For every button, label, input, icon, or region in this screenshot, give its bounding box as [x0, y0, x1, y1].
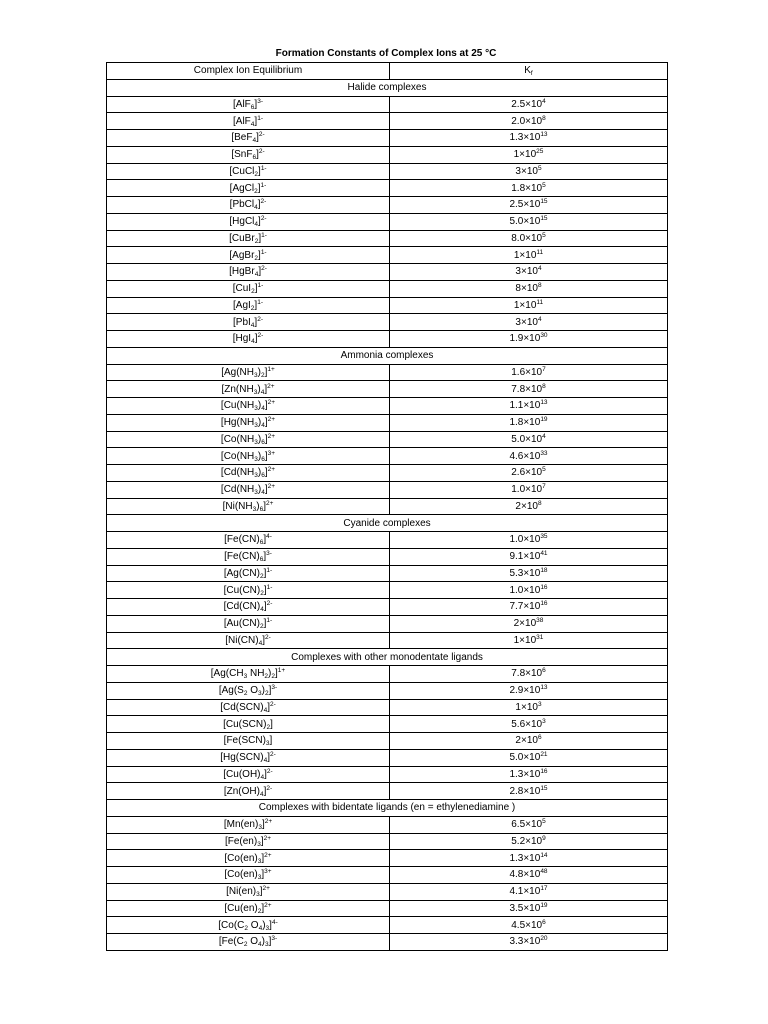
kf-value-cell: $1\times 10^{31}$: [390, 632, 668, 649]
header-kf: [390, 63, 668, 80]
complex-ion-cell: [HgCl$_4$]$^{2-}$: [107, 213, 390, 230]
table-row: [107, 364, 668, 381]
kf-value-cell: $7.7\times 10^{16}$: [390, 599, 668, 616]
table-row: [107, 414, 668, 431]
complex-ion-cell: [$Ag(CH_3$ $NH_2)_2]^{1+}$: [107, 666, 390, 683]
table-row: [107, 749, 668, 766]
complex-ion-cell: $[Co(NH_3)_6]^{2+}$: [107, 431, 390, 448]
kf-value-cell: $3.5\times 10^{19}$: [390, 900, 668, 917]
kf-value-cell: $1.0\times 10^{35}$: [390, 532, 668, 549]
kf-value-cell: $3\times 10^5$: [390, 163, 668, 180]
header-kf-sub: f: [530, 70, 533, 78]
table-body: [107, 63, 668, 951]
complex-ion-cell: $[Fe(SCN)_3]$: [107, 733, 390, 750]
kf-value-cell: $1.8\times 10^5$: [390, 180, 668, 197]
kf-value-cell: $7.8\times 10^6$: [390, 666, 668, 683]
section-heading-row: [107, 515, 668, 532]
table-row: [107, 398, 668, 415]
kf-value-cell: $2.9\times 10^{13}$: [390, 682, 668, 699]
table-row: [107, 816, 668, 833]
complex-ion-cell: $[AlF_4]^{1-}$: [107, 113, 390, 130]
table-row: [107, 230, 668, 247]
complex-ion-cell: $[Co(en)_3]^{3+}$: [107, 867, 390, 884]
complex-ion-cell: $[Ni(NH_3)_6]^{2+}$: [107, 498, 390, 515]
kf-value-cell: $2.6\times 10^5$: [390, 465, 668, 482]
section-heading: Halide complexes: [107, 79, 668, 96]
table-row: [107, 448, 668, 465]
table-row: [107, 548, 668, 565]
complex-ion-cell: $[Ni(CN)_4]^{2-}$: [107, 632, 390, 649]
table-row: [107, 833, 668, 850]
section-heading: Complexes with bidentate ligands (en = ethylenediamine ): [107, 800, 668, 817]
table-row: [107, 96, 668, 113]
header-row: [107, 63, 668, 80]
kf-value-cell: $1.0\times 10^7$: [390, 481, 668, 498]
table-row: [107, 582, 668, 599]
kf-value-cell: $2.8\times 10^{15}$: [390, 783, 668, 800]
table-row: [107, 498, 668, 515]
table-row: [107, 213, 668, 230]
complex-ion-cell: $[Hg(SCN)_4]^{2-}$: [107, 749, 390, 766]
kf-value-cell: $5.2\times 10^9$: [390, 833, 668, 850]
complex-ion-cell: $[Fe(CN)_6]^{3-}$: [107, 548, 390, 565]
complex-ion-cell: [$Ag(S_2$ $O_3)_2]^{3-}$: [107, 682, 390, 699]
kf-value-cell: $5.6\times 10^3$: [390, 716, 668, 733]
table-row: [107, 599, 668, 616]
complex-ion-cell: $[Ag(NH_3)_2]^{1+}$: [107, 364, 390, 381]
table-row: [107, 783, 668, 800]
table-row: [107, 297, 668, 314]
section-heading-row: [107, 347, 668, 364]
table-row: [107, 180, 668, 197]
complex-ion-cell: $[Cu(en)_2]^{2+}$: [107, 900, 390, 917]
kf-value-cell: $1.9\times 10^{30}$: [390, 331, 668, 348]
page-title: Formation Constants of Complex Ions at 25 °C: [275, 48, 497, 59]
complex-ion-cell: [CuCl$_2$]$^{1-}$: [107, 163, 390, 180]
kf-value-cell: $1.3\times 10^{16}$: [390, 766, 668, 783]
table-row: [107, 934, 668, 951]
kf-value-cell: $8\times 10^8$: [390, 280, 668, 297]
kf-value-cell: $1\times 10^{11}$: [390, 247, 668, 264]
table-row: [107, 163, 668, 180]
table-row: [107, 716, 668, 733]
kf-value-cell: $3.3\times 10^{20}$: [390, 934, 668, 951]
kf-value-cell: $8.0\times 10^5$: [390, 230, 668, 247]
kf-value-cell: $2\times 10^8$: [390, 498, 668, 515]
table-row: [107, 247, 668, 264]
kf-value-cell: $5.0\times 10^{15}$: [390, 213, 668, 230]
section-heading: Complexes with other monodentate ligands: [107, 649, 668, 666]
table-row: [107, 733, 668, 750]
kf-value-cell: $1\times 10^{25}$: [390, 146, 668, 163]
complex-ion-cell: $[Hg(NH_3)_4]^{2+}$: [107, 414, 390, 431]
kf-value-cell: $2.5\times 10^{15}$: [390, 197, 668, 214]
table-row: [107, 682, 668, 699]
formation-constants-table: [106, 62, 668, 951]
table-row: [107, 666, 668, 683]
section-heading: Cyanide complexes: [107, 515, 668, 532]
complex-ion-cell: $[Cu(SCN)_2]$: [107, 716, 390, 733]
complex-ion-cell: $[Fe(CN)_6]^{4-}$: [107, 532, 390, 549]
table-row: [107, 331, 668, 348]
table-row: [107, 381, 668, 398]
complex-ion-cell: $[HgI_4]^{2-}$: [107, 331, 390, 348]
kf-value-cell: $4.5\times 10^6$: [390, 917, 668, 934]
complex-ion-cell: $[PbI_4]^{2-}$: [107, 314, 390, 331]
complex-ion-cell: $[Co(NH_3)_6]^{3+}$: [107, 448, 390, 465]
kf-value-cell: $1.3\times 10^{14}$: [390, 850, 668, 867]
kf-value-cell: $5.3\times 10^{18}$: [390, 565, 668, 582]
kf-value-cell: $4.6\times 10^{33}$: [390, 448, 668, 465]
complex-ion-cell: [CuBr$_2$]$^{1-}$: [107, 230, 390, 247]
complex-ion-cell: $[Cu(NH_3)_4]^{2+}$: [107, 398, 390, 415]
kf-value-cell: $1.3\times 10^{13}$: [390, 130, 668, 147]
kf-value-cell: $2.5\times 10^4$: [390, 96, 668, 113]
table-row: [107, 900, 668, 917]
table-row: [107, 465, 668, 482]
complex-ion-cell: [AgBr$_2$]$^{1-}$: [107, 247, 390, 264]
kf-value-cell: $7.8\times 10^8$: [390, 381, 668, 398]
kf-value-cell: $1.6\times 10^7$: [390, 364, 668, 381]
kf-value-cell: $9.1\times 10^{41}$: [390, 548, 668, 565]
complex-ion-cell: $[AgI_2]^{1-}$: [107, 297, 390, 314]
header-kf-label: K: [524, 65, 531, 77]
complex-ion-cell: $[Cd(NH_3)_6]^{2+}$: [107, 465, 390, 482]
header-complex-ion: Complex Ion Equilibrium: [107, 63, 390, 80]
table-row: [107, 565, 668, 582]
section-heading: Ammonia complexes: [107, 347, 668, 364]
section-heading-row: [107, 79, 668, 96]
kf-value-cell: $3\times 10^4$: [390, 314, 668, 331]
complex-ion-cell: $[Mn(en)_3]^{2+}$: [107, 816, 390, 833]
kf-value-cell: $5.0\times 10^4$: [390, 431, 668, 448]
table-row: [107, 850, 668, 867]
complex-ion-cell: $[Cd(SCN)_4]^{2-}$: [107, 699, 390, 716]
table-row: [107, 615, 668, 632]
kf-value-cell: $2\times 10^{38}$: [390, 615, 668, 632]
table-row: [107, 113, 668, 130]
kf-value-cell: $1\times 10^{11}$: [390, 297, 668, 314]
complex-ion-cell: [$Fe(C_2$ $O_4)_3]^{3-}$: [107, 934, 390, 951]
kf-value-cell: $4.1\times 10^{17}$: [390, 883, 668, 900]
table-row: [107, 883, 668, 900]
table-row: [107, 130, 668, 147]
complex-ion-cell: [PbCl$_4$]$^{2-}$: [107, 197, 390, 214]
table-row: [107, 917, 668, 934]
complex-ion-cell: $[BeF_4]^{2-}$: [107, 130, 390, 147]
table-row: [107, 481, 668, 498]
kf-value-cell: $6.5\times 10^5$: [390, 816, 668, 833]
kf-value-cell: $1.0\times 10^{16}$: [390, 582, 668, 599]
kf-value-cell: $1.8\times 10^{19}$: [390, 414, 668, 431]
complex-ion-cell: $[Fe(en)_3]^{2+}$: [107, 833, 390, 850]
kf-value-cell: $2.0\times 10^8$: [390, 113, 668, 130]
complex-ion-cell: $[CuI_2]^{1-}$: [107, 280, 390, 297]
table-row: [107, 264, 668, 281]
table-row: [107, 632, 668, 649]
complex-ion-cell: [$Co(C_2$ $O_4)_3]^{4-}$: [107, 917, 390, 934]
table-row: [107, 280, 668, 297]
complex-ion-cell: $[Co(en)_3]^{2+}$: [107, 850, 390, 867]
complex-ion-cell: [AgCl$_2$]$^{1-}$: [107, 180, 390, 197]
kf-value-cell: $3\times 10^4$: [390, 264, 668, 281]
complex-ion-cell: $[Cu(OH)_4]^{2-}$: [107, 766, 390, 783]
table-row: [107, 867, 668, 884]
section-heading-row: [107, 800, 668, 817]
kf-value-cell: $4.8\times 10^{48}$: [390, 867, 668, 884]
table-row: [107, 699, 668, 716]
complex-ion-cell: $[Ag(CN)_2]^{1-}$: [107, 565, 390, 582]
kf-value-cell: $1\times 10^3$: [390, 699, 668, 716]
section-heading-row: [107, 649, 668, 666]
complex-ion-cell: $[Zn(NH_3)_4]^{2+}$: [107, 381, 390, 398]
table-row: [107, 314, 668, 331]
table-row: [107, 766, 668, 783]
complex-ion-cell: $[Cu(CN)_2]^{1-}$: [107, 582, 390, 599]
complex-ion-cell: $[Au(CN)_2]^{1-}$: [107, 615, 390, 632]
table-row: [107, 146, 668, 163]
table-row: [107, 431, 668, 448]
table-row: [107, 197, 668, 214]
complex-ion-cell: [HgBr$_4$]$^{2-}$: [107, 264, 390, 281]
complex-ion-cell: $[Ni(en)_3]^{2+}$: [107, 883, 390, 900]
kf-value-cell: $1.1\times 10^{13}$: [390, 398, 668, 415]
complex-ion-cell: $[Zn(OH)_4]^{2-}$: [107, 783, 390, 800]
complex-ion-cell: $[AlF_6]^{3-}$: [107, 96, 390, 113]
kf-value-cell: $5.0\times 10^{21}$: [390, 749, 668, 766]
complex-ion-cell: $[Cd(NH_3)_4]^{2+}$: [107, 481, 390, 498]
kf-value-cell: $2\times 10^6$: [390, 733, 668, 750]
complex-ion-cell: $[SnF_6]^{2-}$: [107, 146, 390, 163]
complex-ion-cell: $[Cd(CN)_4]^{2-}$: [107, 599, 390, 616]
table-row: [107, 532, 668, 549]
